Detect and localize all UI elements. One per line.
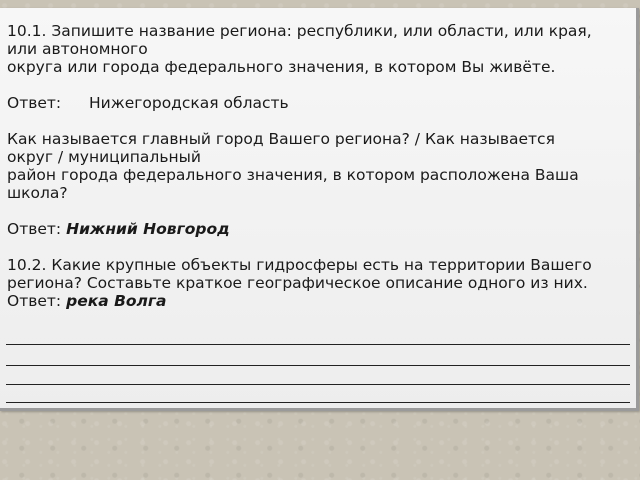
answer-2 bbox=[7, 220, 629, 238]
answer-line-2 bbox=[6, 365, 630, 366]
answer-line-1 bbox=[6, 344, 630, 345]
answer-1 bbox=[7, 94, 629, 112]
question-10-1-line-3: округа или города федерального значения, в котором Вы живёте. bbox=[7, 58, 556, 76]
answer-3-value: река Волга bbox=[66, 292, 167, 310]
question-capital-line-1: Как называется главный город Вашего региона? / Как называется bbox=[7, 130, 555, 148]
question-capital-line-3: район города федерального значения, в котором расположена Ваша bbox=[7, 166, 579, 184]
worksheet-content bbox=[7, 22, 629, 310]
question-10-2-line-2: региона? Составьте краткое географическое описание одного из них. bbox=[7, 274, 588, 292]
answer-2-value: Нижний Новгород bbox=[66, 220, 230, 238]
question-capital-line-4: школа? bbox=[7, 184, 68, 202]
answer-3-label: Ответ: bbox=[7, 292, 67, 310]
answer-line-4 bbox=[6, 402, 630, 403]
question-10-1-line-2: или автономного bbox=[7, 40, 148, 58]
answer-1-label: Ответ: bbox=[7, 94, 62, 112]
answer-2-label: Ответ: bbox=[7, 220, 67, 238]
question-10-1-line-1: 10.1. Запишите название региона: республики, или области, или края, bbox=[7, 22, 592, 40]
worksheet-card bbox=[0, 8, 639, 411]
answer-1-value: Нижегородская область bbox=[89, 94, 289, 112]
answer-line-3 bbox=[6, 384, 630, 385]
question-capital-line-2: округ / муниципальный bbox=[7, 148, 201, 166]
answer-3 bbox=[7, 292, 629, 310]
question-10-2-line-1: 10.2. Какие крупные объекты гидросферы есть на территории Вашего bbox=[7, 256, 592, 274]
